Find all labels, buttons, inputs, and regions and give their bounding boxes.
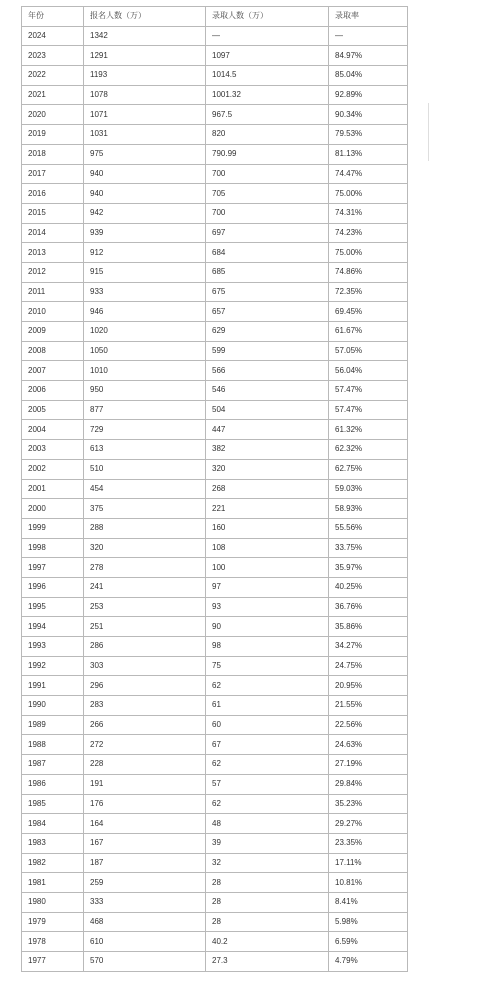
table-row (22, 184, 408, 204)
cell-admission-rate: 62.32% (329, 440, 408, 460)
cell-year: 1992 (22, 656, 84, 676)
cell-admitted: 685 (206, 262, 329, 282)
cell-admission-rate: 24.75% (329, 656, 408, 676)
cell-admission-rate: 33.75% (329, 538, 408, 558)
table-row (22, 164, 408, 184)
cell-admitted: 790.99 (206, 144, 329, 164)
cell-year: 2024 (22, 26, 84, 46)
cell-applicants: 1010 (84, 361, 206, 381)
cell-admitted: 546 (206, 381, 329, 401)
cell-admitted: 32 (206, 853, 329, 873)
cell-admission-rate: 81.13% (329, 144, 408, 164)
cell-year: 2013 (22, 243, 84, 263)
cell-applicants: 228 (84, 755, 206, 775)
cell-admitted: 657 (206, 302, 329, 322)
cell-admission-rate: 35.23% (329, 794, 408, 814)
cell-admitted: 1014.5 (206, 66, 329, 86)
table-row (22, 518, 408, 538)
table-row (22, 735, 408, 755)
cell-applicants: 1031 (84, 125, 206, 145)
cell-year: 2019 (22, 125, 84, 145)
cell-applicants: 912 (84, 243, 206, 263)
cell-year: 2020 (22, 105, 84, 125)
cell-applicants: 942 (84, 203, 206, 223)
cell-applicants: 1342 (84, 26, 206, 46)
table-row (22, 361, 408, 381)
cell-year: 1977 (22, 952, 84, 972)
cell-admitted: 675 (206, 282, 329, 302)
cell-year: 1986 (22, 774, 84, 794)
cell-applicants: 946 (84, 302, 206, 322)
cell-admission-rate: 57.47% (329, 381, 408, 401)
cell-admitted: 28 (206, 873, 329, 893)
table-row (22, 105, 408, 125)
table-row (22, 243, 408, 263)
cell-year: 2009 (22, 322, 84, 342)
cell-admitted: 382 (206, 440, 329, 460)
cell-admitted: 504 (206, 400, 329, 420)
cell-applicants: 288 (84, 518, 206, 538)
cell-year: 1990 (22, 696, 84, 716)
table-row (22, 85, 408, 105)
cell-year: 1981 (22, 873, 84, 893)
table-row (22, 912, 408, 932)
cell-admission-rate: 61.32% (329, 420, 408, 440)
cell-year: 1987 (22, 755, 84, 775)
cell-applicants: 167 (84, 833, 206, 853)
cell-admission-rate: 72.35% (329, 282, 408, 302)
header-admitted: 录取人数（万） (206, 7, 329, 27)
cell-admitted: 967.5 (206, 105, 329, 125)
cell-applicants: 191 (84, 774, 206, 794)
table-row (22, 794, 408, 814)
table-row (22, 381, 408, 401)
cell-admission-rate: 74.86% (329, 262, 408, 282)
cell-admitted: 1097 (206, 46, 329, 66)
cell-applicants: 613 (84, 440, 206, 460)
cell-applicants: 375 (84, 499, 206, 519)
cell-year: 1991 (22, 676, 84, 696)
cell-applicants: 610 (84, 932, 206, 952)
admission-stats-table-container (21, 6, 407, 972)
cell-year: 2000 (22, 499, 84, 519)
table-row (22, 952, 408, 972)
cell-admission-rate: 40.25% (329, 577, 408, 597)
cell-admitted: 27.3 (206, 952, 329, 972)
cell-year: 1984 (22, 814, 84, 834)
cell-admitted: 447 (206, 420, 329, 440)
cell-applicants: 251 (84, 617, 206, 637)
cell-year: 2014 (22, 223, 84, 243)
table-row (22, 873, 408, 893)
header-admission-rate: 录取率 (329, 7, 408, 27)
cell-applicants: 333 (84, 892, 206, 912)
cell-admitted: 820 (206, 125, 329, 145)
cell-admission-rate: 90.34% (329, 105, 408, 125)
table-row (22, 440, 408, 460)
cell-admission-rate: 22.56% (329, 715, 408, 735)
cell-admitted: 160 (206, 518, 329, 538)
cell-admission-rate: 29.27% (329, 814, 408, 834)
cell-admission-rate: 79.53% (329, 125, 408, 145)
cell-year: 2005 (22, 400, 84, 420)
cell-year: 2017 (22, 164, 84, 184)
table-row (22, 558, 408, 578)
cell-admitted: 62 (206, 794, 329, 814)
cell-admission-rate: 10.81% (329, 873, 408, 893)
cell-admission-rate: — (329, 26, 408, 46)
cell-admitted: 60 (206, 715, 329, 735)
cell-year: 2003 (22, 440, 84, 460)
cell-admitted: 566 (206, 361, 329, 381)
cell-admission-rate: 58.93% (329, 499, 408, 519)
cell-year: 1995 (22, 597, 84, 617)
cell-applicants: 241 (84, 577, 206, 597)
cell-applicants: 176 (84, 794, 206, 814)
cell-admission-rate: 8.41% (329, 892, 408, 912)
cell-year: 2007 (22, 361, 84, 381)
table-row (22, 892, 408, 912)
cell-admitted: 98 (206, 637, 329, 657)
cell-admitted: 75 (206, 656, 329, 676)
header-applicants: 报名人数（万） (84, 7, 206, 27)
cell-applicants: 877 (84, 400, 206, 420)
cell-admitted: 700 (206, 203, 329, 223)
cell-admission-rate: 92.89% (329, 85, 408, 105)
cell-year: 1978 (22, 932, 84, 952)
cell-applicants: 940 (84, 164, 206, 184)
cell-applicants: 1193 (84, 66, 206, 86)
cell-year: 1997 (22, 558, 84, 578)
cell-admission-rate: 74.23% (329, 223, 408, 243)
table-row (22, 125, 408, 145)
cell-year: 2002 (22, 459, 84, 479)
table-row (22, 144, 408, 164)
cell-admission-rate: 62.75% (329, 459, 408, 479)
cell-admission-rate: 35.97% (329, 558, 408, 578)
cell-applicants: 510 (84, 459, 206, 479)
table-body (22, 26, 408, 971)
table-row (22, 696, 408, 716)
cell-applicants: 1050 (84, 341, 206, 361)
cell-year: 2015 (22, 203, 84, 223)
cell-admitted: 28 (206, 912, 329, 932)
table-row (22, 676, 408, 696)
cell-admitted: 62 (206, 676, 329, 696)
cell-admitted: 599 (206, 341, 329, 361)
cell-year: 2008 (22, 341, 84, 361)
cell-applicants: 975 (84, 144, 206, 164)
cell-admission-rate: 36.76% (329, 597, 408, 617)
cell-year: 2001 (22, 479, 84, 499)
cell-year: 1994 (22, 617, 84, 637)
header-row (22, 7, 408, 27)
cell-admitted: 705 (206, 184, 329, 204)
cell-admission-rate: 74.31% (329, 203, 408, 223)
table-row (22, 814, 408, 834)
cell-admitted: 93 (206, 597, 329, 617)
cell-admission-rate: 24.63% (329, 735, 408, 755)
table-row (22, 755, 408, 775)
scrollbar-track (428, 103, 429, 161)
cell-admitted: 629 (206, 322, 329, 342)
cell-applicants: 1071 (84, 105, 206, 125)
cell-admitted: 700 (206, 164, 329, 184)
table-row (22, 322, 408, 342)
cell-year: 1993 (22, 637, 84, 657)
cell-year: 2023 (22, 46, 84, 66)
cell-year: 1996 (22, 577, 84, 597)
table-row (22, 46, 408, 66)
table-row (22, 656, 408, 676)
table-row (22, 26, 408, 46)
cell-admitted: 90 (206, 617, 329, 637)
table-row (22, 499, 408, 519)
cell-admission-rate: 57.05% (329, 341, 408, 361)
table-row (22, 203, 408, 223)
cell-admitted: 684 (206, 243, 329, 263)
cell-admission-rate: 56.04% (329, 361, 408, 381)
cell-admission-rate: 27.19% (329, 755, 408, 775)
cell-applicants: 164 (84, 814, 206, 834)
cell-admitted: 97 (206, 577, 329, 597)
cell-year: 2004 (22, 420, 84, 440)
table-row (22, 577, 408, 597)
cell-applicants: 253 (84, 597, 206, 617)
table-row (22, 262, 408, 282)
cell-year: 2016 (22, 184, 84, 204)
table-row (22, 932, 408, 952)
cell-year: 1983 (22, 833, 84, 853)
cell-applicants: 296 (84, 676, 206, 696)
cell-admitted: 40.2 (206, 932, 329, 952)
cell-admitted: 320 (206, 459, 329, 479)
cell-year: 2021 (22, 85, 84, 105)
cell-applicants: 187 (84, 853, 206, 873)
table-row (22, 774, 408, 794)
table-row (22, 715, 408, 735)
cell-admission-rate: 75.00% (329, 184, 408, 204)
cell-year: 1980 (22, 892, 84, 912)
cell-year: 2022 (22, 66, 84, 86)
cell-admission-rate: 4.79% (329, 952, 408, 972)
cell-admission-rate: 17.11% (329, 853, 408, 873)
cell-admitted: 61 (206, 696, 329, 716)
cell-applicants: 283 (84, 696, 206, 716)
cell-year: 1989 (22, 715, 84, 735)
admission-stats-table (21, 6, 408, 972)
cell-admitted: 62 (206, 755, 329, 775)
cell-admitted: 39 (206, 833, 329, 853)
cell-applicants: 933 (84, 282, 206, 302)
cell-applicants: 272 (84, 735, 206, 755)
cell-admission-rate: 21.55% (329, 696, 408, 716)
cell-admitted: 57 (206, 774, 329, 794)
cell-admission-rate: 20.95% (329, 676, 408, 696)
table-row (22, 341, 408, 361)
cell-admission-rate: 34.27% (329, 637, 408, 657)
table-row (22, 479, 408, 499)
cell-admitted: 1001.32 (206, 85, 329, 105)
cell-admission-rate: 59.03% (329, 479, 408, 499)
cell-applicants: 468 (84, 912, 206, 932)
cell-applicants: 729 (84, 420, 206, 440)
cell-admitted: 108 (206, 538, 329, 558)
cell-applicants: 1020 (84, 322, 206, 342)
cell-year: 2006 (22, 381, 84, 401)
header-year: 年份 (22, 7, 84, 27)
cell-year: 2010 (22, 302, 84, 322)
cell-admission-rate: 61.67% (329, 322, 408, 342)
cell-admission-rate: 6.59% (329, 932, 408, 952)
cell-year: 1982 (22, 853, 84, 873)
cell-applicants: 320 (84, 538, 206, 558)
cell-admission-rate: 74.47% (329, 164, 408, 184)
table-row (22, 637, 408, 657)
cell-admission-rate: 84.97% (329, 46, 408, 66)
table-row (22, 617, 408, 637)
table-row (22, 833, 408, 853)
cell-applicants: 915 (84, 262, 206, 282)
cell-admitted: 67 (206, 735, 329, 755)
cell-applicants: 950 (84, 381, 206, 401)
cell-admitted: 268 (206, 479, 329, 499)
table-row (22, 597, 408, 617)
cell-admission-rate: 57.47% (329, 400, 408, 420)
cell-admitted: 28 (206, 892, 329, 912)
cell-year: 1979 (22, 912, 84, 932)
table-row (22, 538, 408, 558)
cell-applicants: 454 (84, 479, 206, 499)
cell-admission-rate: 55.56% (329, 518, 408, 538)
cell-applicants: 1078 (84, 85, 206, 105)
cell-admitted: 697 (206, 223, 329, 243)
cell-year: 1999 (22, 518, 84, 538)
cell-applicants: 939 (84, 223, 206, 243)
cell-admission-rate: 85.04% (329, 66, 408, 86)
table-row (22, 853, 408, 873)
table-row (22, 282, 408, 302)
cell-applicants: 266 (84, 715, 206, 735)
cell-applicants: 286 (84, 637, 206, 657)
cell-admission-rate: 29.84% (329, 774, 408, 794)
cell-admitted: 221 (206, 499, 329, 519)
cell-applicants: 570 (84, 952, 206, 972)
cell-applicants: 940 (84, 184, 206, 204)
cell-applicants: 278 (84, 558, 206, 578)
cell-admitted: 48 (206, 814, 329, 834)
cell-admission-rate: 75.00% (329, 243, 408, 263)
table-row (22, 66, 408, 86)
cell-year: 2012 (22, 262, 84, 282)
cell-admission-rate: 35.86% (329, 617, 408, 637)
cell-admitted: — (206, 26, 329, 46)
cell-applicants: 259 (84, 873, 206, 893)
cell-year: 1988 (22, 735, 84, 755)
cell-admission-rate: 5.98% (329, 912, 408, 932)
table-header (22, 7, 408, 27)
cell-admitted: 100 (206, 558, 329, 578)
cell-admission-rate: 23.35% (329, 833, 408, 853)
table-row (22, 400, 408, 420)
table-row (22, 302, 408, 322)
cell-year: 2011 (22, 282, 84, 302)
cell-admission-rate: 69.45% (329, 302, 408, 322)
cell-applicants: 303 (84, 656, 206, 676)
table-row (22, 420, 408, 440)
cell-year: 1998 (22, 538, 84, 558)
table-row (22, 459, 408, 479)
table-row (22, 223, 408, 243)
cell-applicants: 1291 (84, 46, 206, 66)
cell-year: 1985 (22, 794, 84, 814)
cell-year: 2018 (22, 144, 84, 164)
